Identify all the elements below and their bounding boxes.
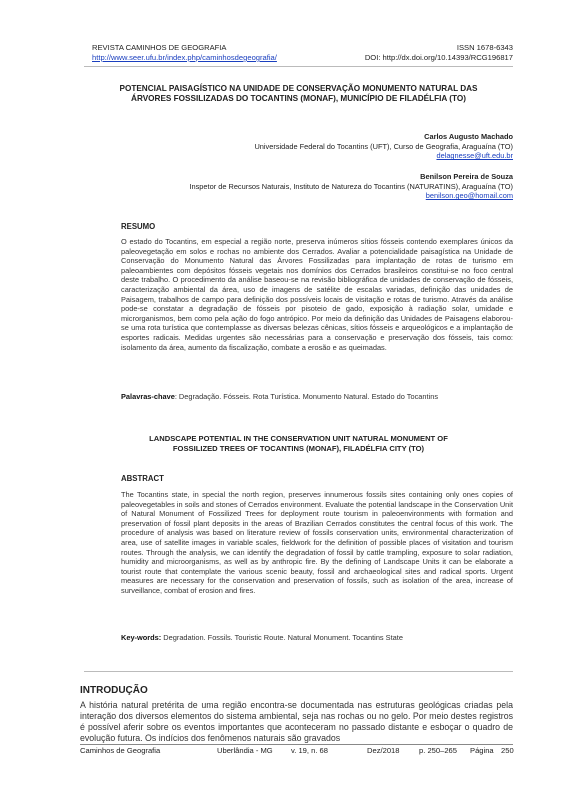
- author-affiliation: Inspetor de Recursos Naturais, Instituto de Natureza do Tocantins (NATURATINS), Araguaína (TO): [189, 181, 513, 191]
- title-en-line-2: FOSSILIZED TREES OF TOCANTINS (MONAF), FILADÉLFIA CITY (TO): [172, 444, 425, 453]
- footer-page-label: Página: [470, 746, 494, 755]
- journal-name: REVISTA CAMINHOS DE GEOGRAFIA: [92, 43, 227, 52]
- keywords-text: Degradation. Fossils. Touristic Route. Natural Monument. Tocantins State: [161, 633, 403, 642]
- title-en-line-1: LANDSCAPE POTENTIAL IN THE CONSERVATION UNIT NATURAL MONUMENT OF: [149, 434, 448, 443]
- header-divider: [84, 66, 513, 67]
- paper-title-en: [84, 434, 513, 454]
- introduction-heading: INTRODUÇÃO: [80, 685, 148, 696]
- author-email-link[interactable]: benilson.geo@homail.com: [425, 191, 513, 201]
- journal-url-link[interactable]: http://www.seer.ufu.br/index.php/caminhosdegeografia/: [92, 53, 277, 62]
- resumo-heading: RESUMO: [121, 222, 156, 231]
- abstract-heading: ABSTRACT: [121, 474, 164, 483]
- page-footer: [80, 744, 513, 757]
- footer-date: Dez/2018: [367, 746, 400, 755]
- author-block-1: [254, 132, 513, 161]
- footer-volume: v. 19, n. 68: [291, 746, 329, 755]
- resumo-text: O estado do Tocantins, em especial a região norte, preserva inúmeros sítios fósseis contendo exemplares únicos da paleovegetação em solos e rochas no ambiente dos Cerrados. Avaliar a potencialidade paisagística na Unidade de Conservação do Monumento Natural das Árvores Fossilizadas para implantação de rotas de turismo em paleoambientes com depósitos fósseis vegetais nos domínios dos Cerrados brasileiros constitui-se no foco central deste trabalho. O procedimento da análise baseou-se na revisão bibliográfica de unidades de conservação de fósseis, caracterização ambiental da área, uso de imagens de satélite de escalas variadas, definição das unidades de Paisagem, trabalhos de campo para definição dos possíveis locais de visitação e rotas de turismo. Através da análise pode-se constatar a degradação de fósseis por pisoteio de gado, exposição à radiação solar, umidade e microrganismos, bem como pela ação do fogo antrópico. Por meio da definição das Unidades de Paisagens elaborou-se uma rota turística que contemplasse as diversas belezas cênicas, sítios fósseis e arqueológicos e a implantação de esportes radicais. Medidas urgentes são necessárias para a conservação e preservação dos fósseis, tais como: isolamento da área, aumento da fiscalização, combate a erosão e as queimadas.: [121, 237, 513, 352]
- footer-page-number: 250: [501, 746, 514, 755]
- section-divider: [84, 671, 513, 672]
- doi: DOI: http://dx.doi.org/10.14393/RCG196817: [364, 53, 513, 62]
- title-pt-line-1: POTENCIAL PAISAGÍSTICO NA UNIDADE DE CONSERVAÇÃO MONUMENTO NATURAL DAS: [119, 84, 478, 93]
- issn: ISSN 1678-6343: [456, 43, 513, 52]
- footer-city: Uberlândia - MG: [217, 746, 273, 755]
- footer-journal: Caminhos de Geografia: [80, 746, 161, 755]
- author-email-link[interactable]: delagnesse@uft.edu.br: [436, 151, 513, 161]
- introduction-text: A história natural pretérita de uma região encontra-se documentada nas estruturas geológicas criadas pela interação dos diversos elementos do sistema ambiental, seja nas rochas ou no gelo. Por meio destes registros é possível aferir sobre os eventos importantes que aconteceram no passado distante e esboçar o quadro de evolução futura. Os indícios dos fenômenos naturais são gravados: [80, 700, 513, 743]
- author-affiliation: Universidade Federal do Tocantins (UFT), Curso de Geografia, Araguaína (TO): [254, 141, 513, 151]
- title-pt-line-2: ÁRVORES FOSSILIZADAS DO TOCANTINS (MONAF), MUNICÍPIO DE FILADÉLFIA (TO): [131, 94, 466, 104]
- footer-pages: p. 250–265: [419, 746, 458, 755]
- key-words: [121, 633, 513, 643]
- palavras-chave: [121, 392, 513, 402]
- keywords-label: Palavras-chave: [121, 392, 175, 401]
- keywords-text: : Degradação. Fósseis. Rota Turística. Monumento Natural. Estado do Tocantins: [174, 392, 439, 401]
- author-block-2: [189, 172, 513, 201]
- author-name: Benilson Pereira de Souza: [420, 172, 513, 181]
- keywords-label: Key-words:: [121, 633, 162, 642]
- author-name: Carlos Augusto Machado: [424, 132, 513, 141]
- abstract-text: The Tocantins state, in special the north region, preserves innumerous fossils sites containing only ones copies of paleovegetables in soils and stones of Cerrados environment. Evaluate the potential landscape in the Conservation Unit of Natural Monument of Fossilized Trees for deployment route tourism in paleoenvironments with formation and preservation of fossil plant deposits in the areas of Brazilian Cerrados constitutes the central focus of this work. The procedure of analysis was based on literature review of fossils conservation units, environmental characterization of area, use of satellite images in variable scales, fieldwork for the definition of possible places of visitation and tourism routes. Through the analysis, we can identify the degradation of fossil by cattle trampling, exposure to solar radiation, humidity and microorganisms, as well as by anthropic fire. By the defining of Landscape Units it can be elaborate a tourist route that contemplate the various scenic beauty, fossil and archaeological sites and radical sports. Urgent measures are necessary for the conservation and preservation of fossils, such as isolation of the area, increase of surveillance, combat of erosion and fires.: [121, 490, 513, 595]
- paper-title-pt: [84, 84, 513, 105]
